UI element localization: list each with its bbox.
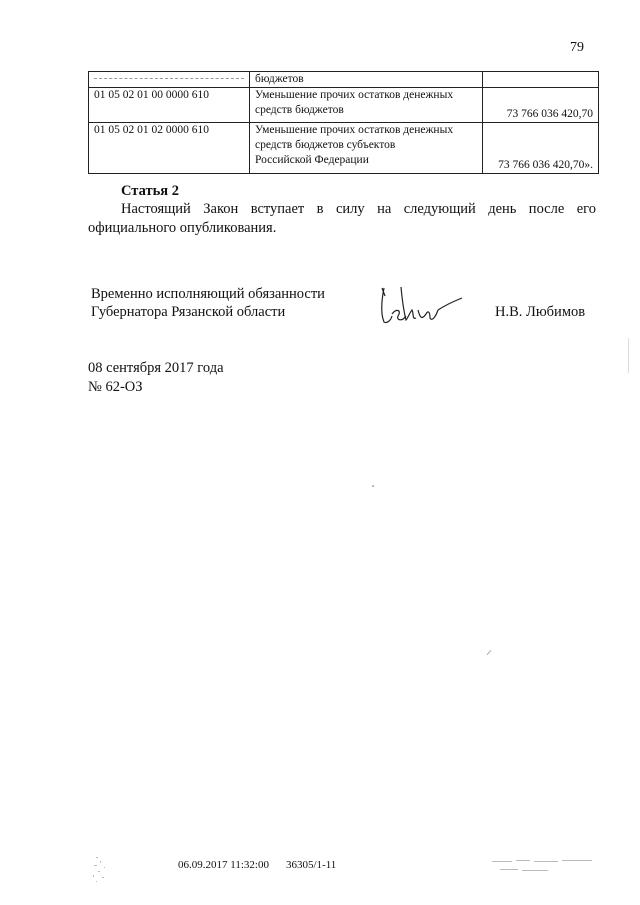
print-timestamp: 06.09.2017 11:32:00	[178, 859, 269, 871]
table-row	[89, 88, 599, 123]
scan-speck	[487, 650, 492, 655]
scan-speck	[372, 485, 374, 487]
budget-sources-table	[88, 71, 599, 174]
article-title: Статья 2	[121, 183, 179, 199]
law-number: № 62-ОЗ	[88, 379, 143, 395]
table-cell-code	[89, 72, 250, 88]
handwritten-signature	[374, 284, 474, 334]
table-cell-code: 01 05 02 01 02 0000 610	[89, 123, 250, 174]
table-cell-description: Уменьшение прочих остатков денежных средств бюджетов	[250, 88, 483, 123]
scan-noise	[490, 857, 605, 877]
scan-edge-line	[628, 338, 629, 373]
table-cell-amount: 73 766 036 420,70	[483, 88, 599, 123]
table-cell-description: Уменьшение прочих остатков денежных средств бюджетов субъектов Российской Федерации	[250, 123, 483, 174]
article-text-line: Настоящий Закон вступает в силу на следующий день после его	[121, 201, 596, 217]
table-cell-code: 01 05 02 01 00 0000 610	[89, 88, 250, 123]
table-row	[89, 72, 599, 88]
signer-name: Н.В. Любимов	[495, 304, 586, 320]
table-cell-amount: 73 766 036 420,70».	[483, 123, 599, 174]
table-cell-amount	[483, 72, 599, 88]
article-body	[88, 200, 596, 238]
scan-noise	[90, 853, 130, 893]
signing-date: 08 сентября 2017 года	[88, 360, 224, 376]
signer-position-line: Губернатора Рязанской области	[91, 304, 286, 320]
signer-position-line: Временно исполняющий обязанности	[91, 286, 325, 302]
page-number: 79	[570, 40, 584, 55]
cut-off-line	[94, 78, 244, 79]
article-text-line: официального опубликования.	[88, 220, 277, 236]
table-row	[89, 123, 599, 174]
document-reference: 36305/1-11	[286, 859, 337, 871]
table-cell-description: бюджетов	[250, 72, 483, 88]
